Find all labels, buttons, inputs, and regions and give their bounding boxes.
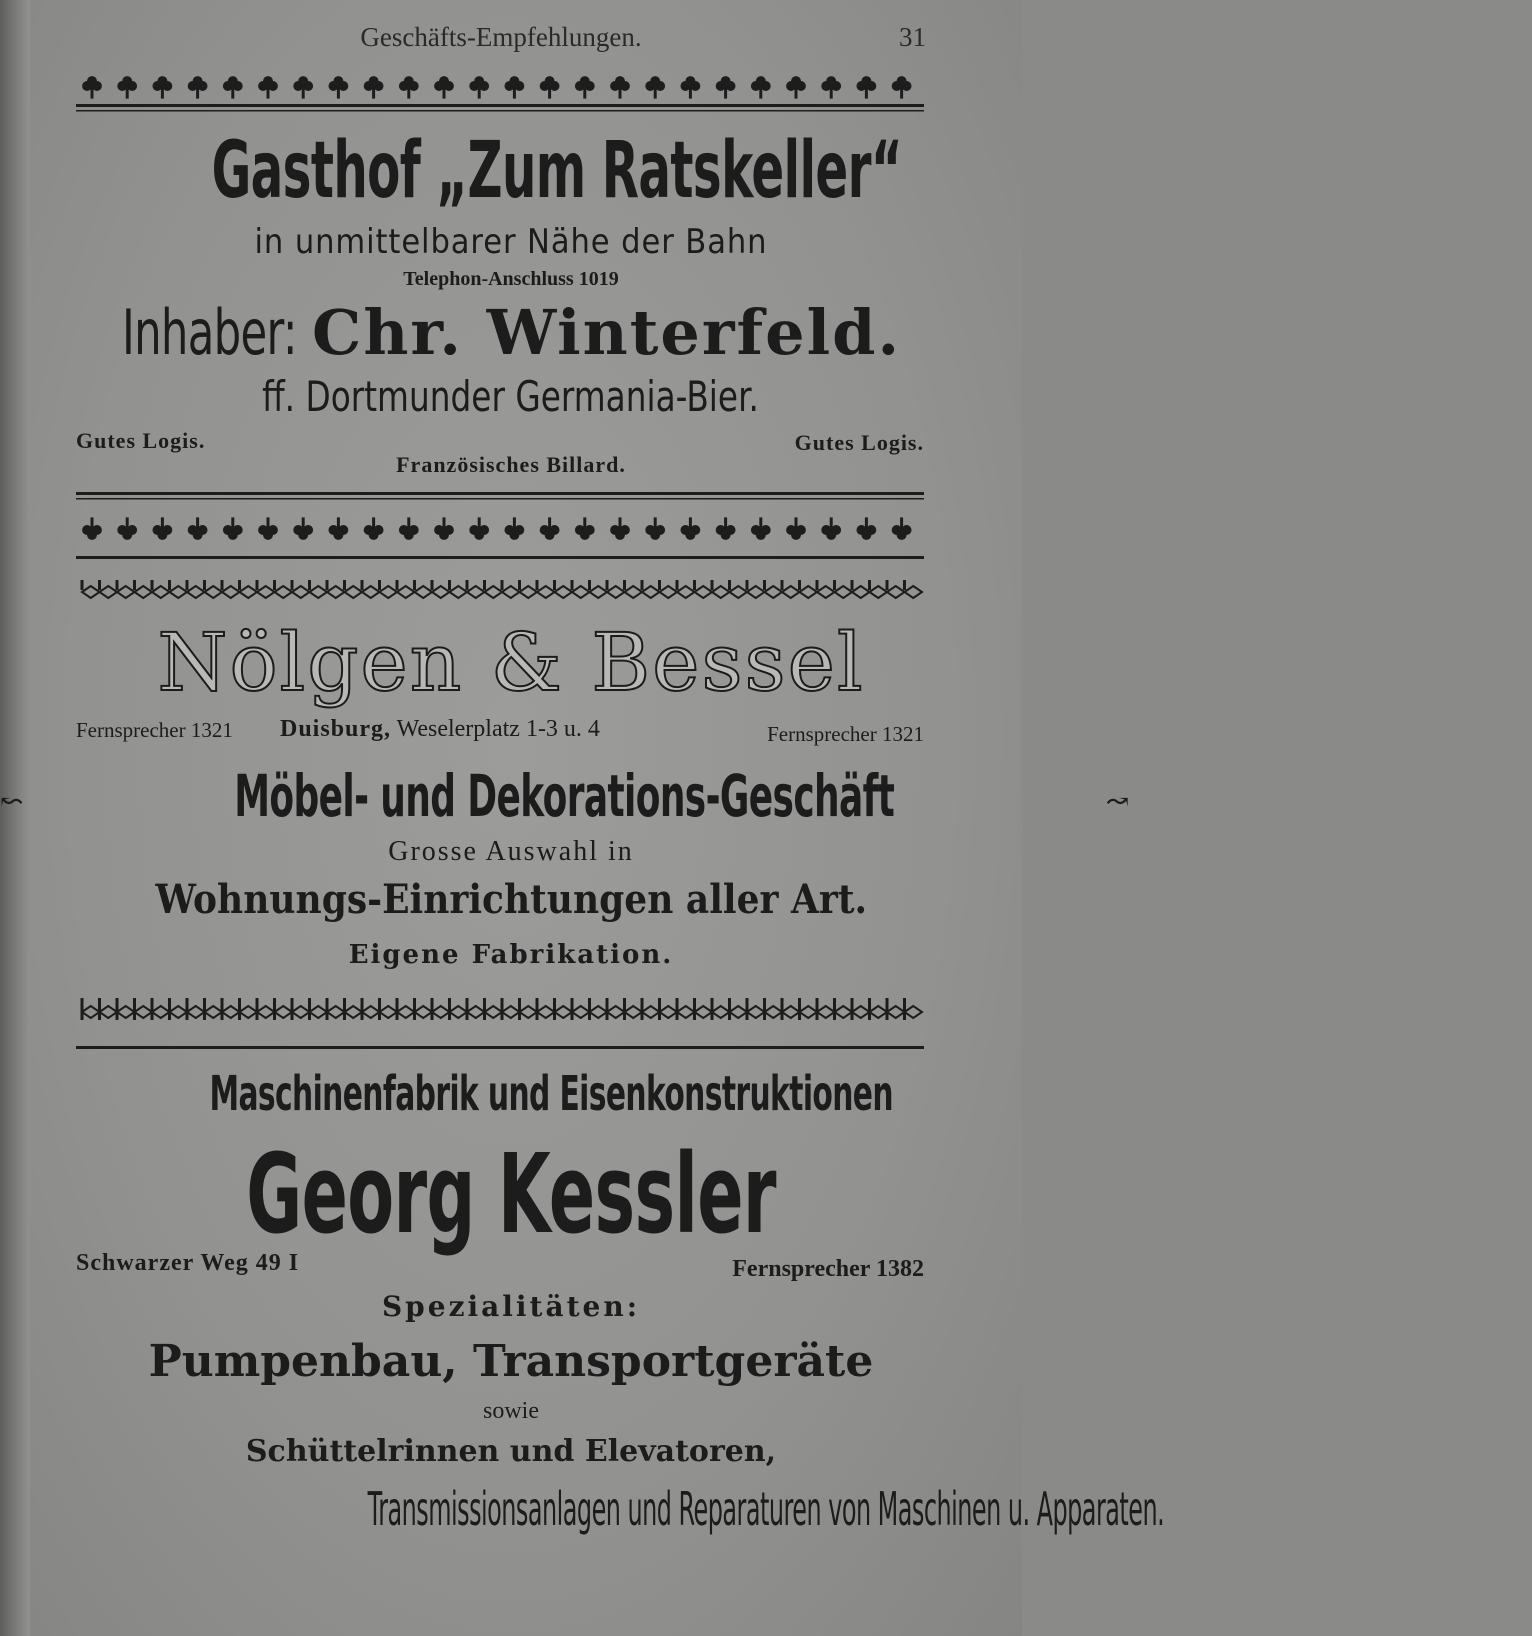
ad1-name: Gasthof „Zum Ratskeller“: [211, 126, 902, 216]
ad3-phone: Fernsprecher 1382: [732, 1256, 924, 1282]
arrow-chain-border: [76, 992, 924, 1050]
ad2-address: [280, 716, 600, 743]
ad1-owner: [122, 296, 902, 369]
diamond-chain-border: [76, 572, 924, 608]
ad2-name: Nölgen & Bessel: [157, 616, 865, 709]
ad3-address: Schwarzer Weg 49 I: [76, 1250, 300, 1276]
ad1-owner-name: Chr. Winterfeld.: [312, 296, 902, 369]
ad2-phone-right: Fernsprecher 1321: [767, 722, 924, 746]
ad1-telephone: Telephon-Anschluss 1019: [403, 268, 619, 290]
ad2-selection: Grosse Auswahl in: [388, 836, 634, 867]
ad1-lodging-right: Gutes Logis.: [794, 430, 924, 455]
ad2-furnishings: Wohnungs-Einrichtungen aller Art.: [155, 876, 867, 923]
ad3-specialties: Pumpenbau, Transportgeräte: [148, 1336, 874, 1387]
ad3-specialties-label: Spezialitäten:: [381, 1290, 641, 1323]
ad1-billiards: Französisches Billard.: [396, 452, 626, 477]
swash-left-icon: ↜: [0, 784, 33, 818]
ad3-business: Maschinenfabrik und Eisenkonstruktionen: [209, 1066, 893, 1122]
ad2-manufacturing: Eigene Fabrikation.: [348, 940, 674, 970]
clover-border-middle: [76, 492, 924, 560]
ad1-owner-label: Inhaber:: [122, 296, 297, 369]
ad2-business: ↜ Möbel- und Dekorations-Geschäft ↝: [0, 762, 1130, 830]
ad3-services: Transmissionsanlagen und Reparaturen von Maschinen u. Apparaten.: [367, 1482, 1165, 1536]
ad2-street: Weselerplatz 1-3 u. 4: [391, 716, 600, 742]
ad3-more: Schüttelrinnen und Elevatoren,: [245, 1434, 777, 1469]
ad1-location: in unmittelbarer Nähe der Bahn: [254, 222, 768, 262]
page-number: 31: [899, 22, 926, 52]
ad2-city: Duisburg,: [280, 716, 392, 742]
ad1-beer: ff. Dortmunder Germania-Bier.: [262, 372, 760, 421]
running-head-title: Geschäfts-Empfehlungen.: [360, 22, 642, 52]
clover-border-top: [76, 68, 924, 116]
ad3-name: Georg Kessler: [246, 1130, 776, 1258]
ad2-phone-left: Fernsprecher 1321: [76, 718, 233, 742]
swash-right-icon: ↝: [1096, 784, 1130, 818]
ad1-lodging-left: Gutes Logis.: [76, 428, 206, 453]
ad3-conjunction: sowie: [483, 1398, 539, 1424]
